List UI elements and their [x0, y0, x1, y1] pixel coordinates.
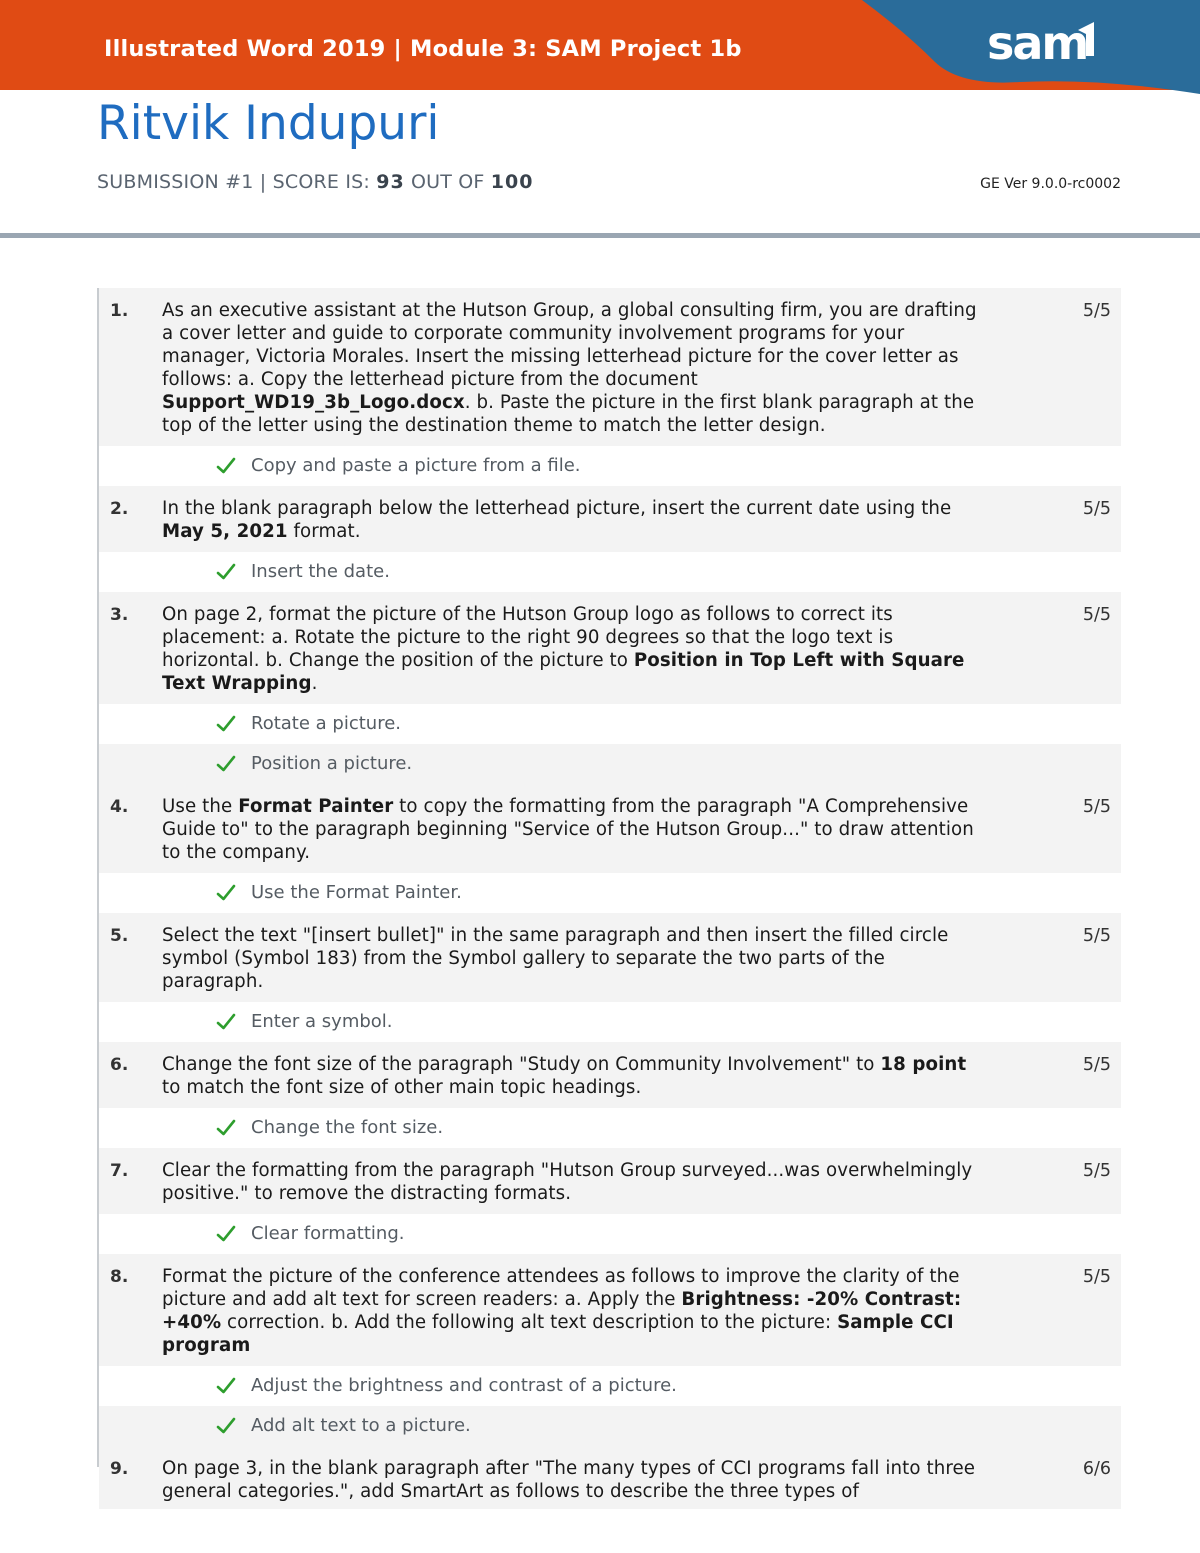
task-text-bold: 18 point — [880, 1054, 967, 1075]
task-number: 8. — [110, 1267, 129, 1287]
task-description — [162, 913, 977, 1002]
logo-text: sam — [987, 16, 1088, 70]
task-description — [162, 486, 977, 552]
task-description — [162, 1446, 977, 1509]
task-score: 5/5 — [1082, 1161, 1111, 1181]
submission-prefix: SUBMISSION #1 | SCORE IS: — [97, 171, 377, 193]
task-number: 3. — [110, 605, 129, 625]
check-icon — [216, 1224, 236, 1244]
task-text: Clear the formatting from the paragraph "Hutson Group surveyed...was overwhelmingly positive." to remove the distracting formats. — [162, 1160, 973, 1204]
task-text: Change the font size of the paragraph "Study on Community Involvement" to — [162, 1054, 881, 1075]
criterion-label: Copy and paste a picture from a file. — [251, 455, 581, 476]
task-row — [99, 913, 1121, 1002]
criterion-row — [99, 704, 1121, 744]
task-number: 7. — [110, 1161, 129, 1181]
submission-score-line — [97, 171, 533, 193]
score-mid: OUT OF — [404, 171, 491, 193]
criterion-row — [99, 1214, 1121, 1254]
task-score: 5/5 — [1082, 1267, 1111, 1287]
task-description — [162, 592, 977, 704]
criterion-label: Adjust the brightness and contrast of a picture. — [251, 1375, 677, 1396]
task-row — [99, 486, 1121, 552]
task-description — [162, 288, 977, 446]
task-row — [99, 1254, 1121, 1366]
student-name: Ritvik Indupuri — [97, 96, 440, 151]
task-text: Format the picture of the conference attendees as follows to improve the clarity of the picture and add alt text for screen readers: a. Apply the — [162, 1266, 960, 1310]
criterion-label: Clear formatting. — [251, 1223, 405, 1244]
task-number: 2. — [110, 499, 129, 519]
check-icon — [216, 1118, 236, 1138]
task-text-bold: May 5, 2021 — [162, 521, 288, 542]
criterion-label: Position a picture. — [251, 753, 413, 774]
task-row — [99, 288, 1121, 446]
criterion-label: Add alt text to a picture. — [251, 1415, 471, 1436]
criterion-row — [99, 1366, 1121, 1406]
task-description — [162, 784, 977, 873]
criterion-label: Insert the date. — [251, 561, 390, 582]
check-icon — [216, 562, 236, 582]
criterion-row — [99, 1406, 1121, 1446]
criterion-row — [99, 744, 1121, 784]
task-text: correction. b. Add the following alt text description to the picture: — [221, 1312, 838, 1333]
task-number: 6. — [110, 1055, 129, 1075]
task-description — [162, 1042, 977, 1108]
task-score: 5/5 — [1082, 605, 1111, 625]
task-description — [162, 1148, 977, 1214]
criterion-row — [99, 873, 1121, 913]
task-text: Select the text "[insert bullet]" in the same paragraph and then insert the filled circle symbol (Symbol 183) from the Symbol gallery to separate the two parts of the paragraph. — [162, 925, 949, 992]
task-row — [99, 592, 1121, 704]
task-text: format. — [287, 521, 361, 542]
task-number: 5. — [110, 926, 129, 946]
grading-items-list — [97, 288, 1121, 1502]
header-divider — [0, 233, 1200, 238]
task-score: 6/6 — [1082, 1459, 1111, 1479]
task-text-bold: Format Painter — [238, 796, 394, 817]
task-text: Use the — [162, 796, 239, 817]
criterion-row — [99, 446, 1121, 486]
task-text: On page 2, format the picture of the Hutson Group logo as follows to correct its placement: a. Rotate the picture to the right 90 degrees so that the logo text is horizontal. b. Change the position of the picture to — [162, 604, 894, 671]
criterion-row — [99, 1002, 1121, 1042]
task-text: to copy the formatting from the paragraph "A Comprehensive Guide to" to the paragraph beginning "Service of the Hutson Group..." to draw attention to the company. — [162, 796, 974, 863]
sam-logo — [0, 0, 1200, 110]
criterion-label: Rotate a picture. — [251, 713, 401, 734]
check-icon — [216, 883, 236, 903]
task-number: 1. — [110, 301, 129, 321]
task-row — [99, 784, 1121, 873]
task-score: 5/5 — [1082, 1055, 1111, 1075]
task-text-bold: Support_WD19_3b_Logo.docx — [162, 392, 465, 413]
criterion-label: Change the font size. — [251, 1117, 444, 1138]
version-label: GE Ver 9.0.0-rc0002 — [980, 176, 1121, 192]
task-text: In the blank paragraph below the letterhead picture, insert the current date using the — [162, 498, 952, 519]
check-icon — [216, 1416, 236, 1436]
task-score: 5/5 — [1082, 499, 1111, 519]
task-row — [99, 1446, 1121, 1509]
criterion-label: Enter a symbol. — [251, 1011, 393, 1032]
task-text: to match the font size of other main topic headings. — [162, 1077, 642, 1098]
task-score: 5/5 — [1082, 926, 1111, 946]
task-text: . — [311, 673, 318, 694]
check-icon — [216, 1012, 236, 1032]
task-text: On page 3, in the blank paragraph after "The many types of CCI programs fall into three general categories.", add SmartArt as follows to describe the three types of — [162, 1458, 976, 1502]
task-number: 9. — [110, 1459, 129, 1479]
check-icon — [216, 754, 236, 774]
task-description — [162, 1254, 977, 1366]
task-score: 5/5 — [1082, 797, 1111, 817]
task-row — [99, 1148, 1121, 1214]
score-value: 93 — [376, 171, 405, 193]
task-row — [99, 1042, 1121, 1108]
task-text-bold: Brightness: -20% Contrast: +40% — [162, 1289, 962, 1333]
task-number: 4. — [110, 797, 129, 817]
task-text: . b. Paste the picture in the first blank paragraph at the top of the letter using the destination theme to match the letter design. — [162, 392, 975, 436]
score-total: 100 — [490, 171, 534, 193]
task-text-bold: Sample CCI program — [162, 1312, 954, 1356]
task-score: 5/5 — [1082, 301, 1111, 321]
check-icon — [216, 714, 236, 734]
check-icon — [216, 1376, 236, 1396]
check-icon — [216, 456, 236, 476]
task-text-bold: Position in Top Left with Square Text Wrapping — [162, 650, 965, 694]
criterion-row — [99, 1108, 1121, 1148]
project-title: Illustrated Word 2019 | Module 3: SAM Project 1b — [104, 36, 742, 62]
criterion-label: Use the Format Painter. — [251, 882, 462, 903]
task-text: As an executive assistant at the Hutson Group, a global consulting firm, you are drafting a cover letter and guide to corporate community involvement programs for your manager, Victoria Morales. Insert the missing letterhead picture for the cover letter as follows: a. Copy the letterhead picture from the document — [162, 300, 977, 390]
criterion-row — [99, 552, 1121, 592]
